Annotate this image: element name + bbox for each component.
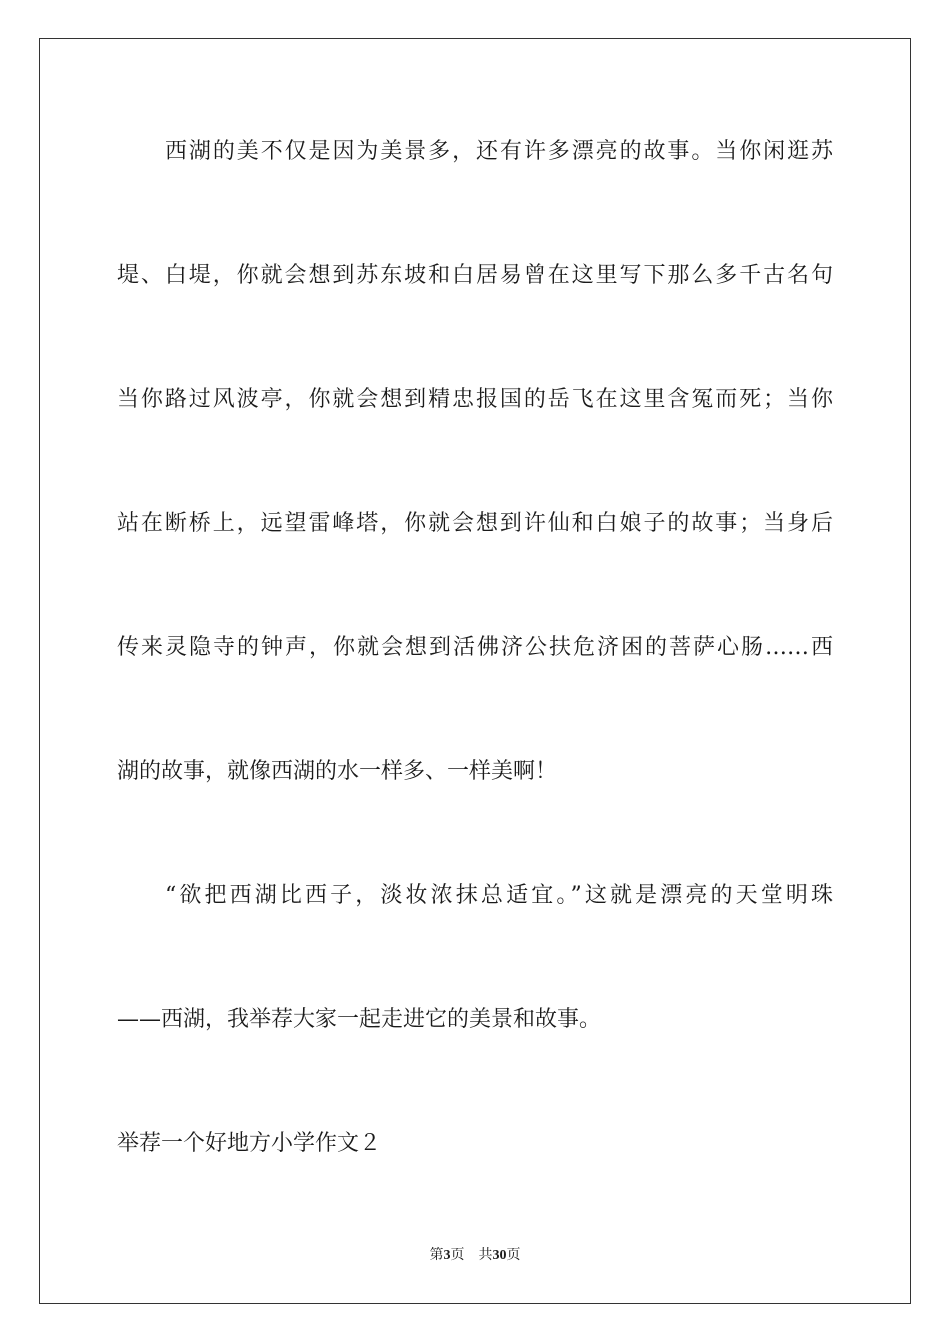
paragraph-1-line-3: 当你路过风波亭，你就会想到精忠报国的岳飞在这里含冤而死；当你 (117, 387, 833, 412)
page-footer (0, 1246, 950, 1266)
footer-page-total: 30 (492, 1248, 507, 1263)
paragraph-1-line-1: 西湖的美不仅是因为美景多，还有许多漂亮的故事。当你闲逛苏 (165, 139, 833, 164)
paragraph-1-line-4: 站在断桥上，远望雷峰塔，你就会想到许仙和白娘子的故事；当身后 (117, 511, 833, 536)
paragraph-1-line-6: 湖的故事，就像西湖的水一样多、一样美啊！ (117, 759, 558, 784)
paragraph-2-line-1: “欲把西湖比西子，淡妆浓抹总适宜。”这就是漂亮的天堂明珠 (165, 883, 833, 908)
paragraph-1-line-5: 传来灵隐寺的钟声，你就会想到活佛济公扶危济困的菩萨心肠……西 (117, 635, 833, 660)
footer-total-suffix: 页 (506, 1248, 521, 1263)
footer-page-current: 3 (443, 1248, 451, 1263)
footer-page-prefix: 第 (429, 1248, 444, 1263)
page-border (39, 38, 911, 1304)
footer-page-suffix: 页 (450, 1248, 465, 1263)
footer-total-prefix: 共 (478, 1248, 493, 1263)
paragraph-2-line-2: ——西湖，我举荐大家一起走进它的美景和故事。 (117, 1007, 602, 1032)
paragraph-1-line-2: 堤、白堤，你就会想到苏东坡和白居易曾在这里写下那么多千古名句 (117, 263, 833, 288)
section-heading: 举荐一个好地方小学作文２ (117, 1131, 382, 1156)
